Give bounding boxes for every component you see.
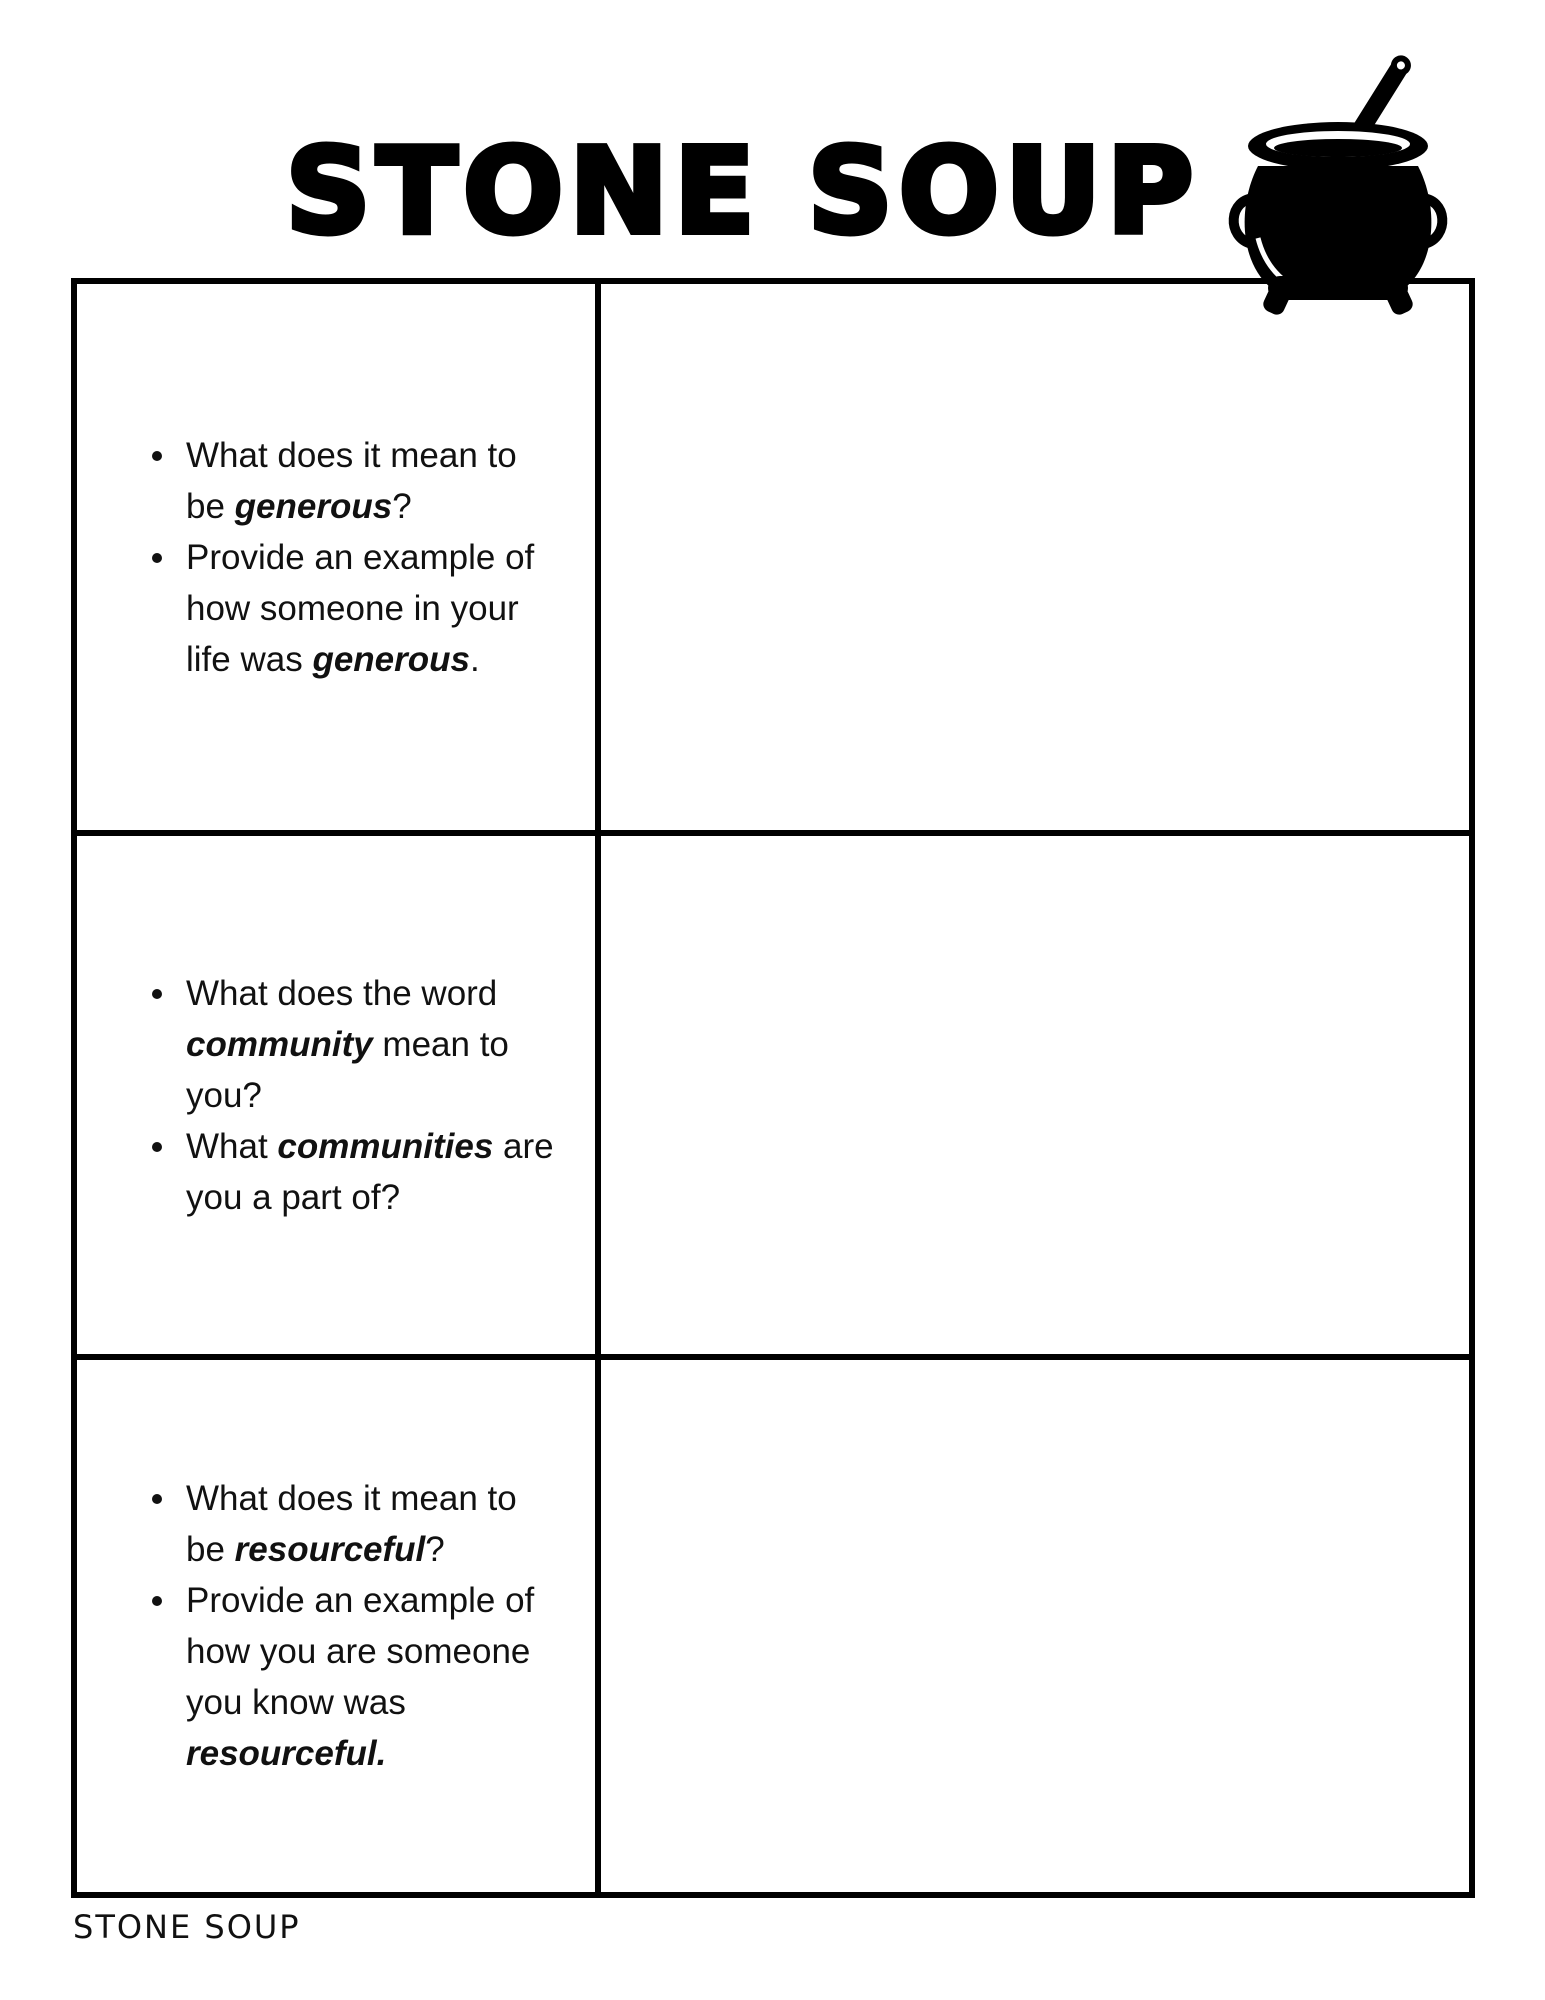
answer-area-1[interactable]: [601, 284, 1469, 836]
list-item: What communities are you a part of?: [186, 1121, 555, 1223]
list-item: Provide an example of how someone in your life was generous.: [186, 532, 555, 685]
prompt-cell-1: [77, 284, 601, 836]
prompt-list-2: [77, 968, 595, 1223]
list-item: What does it mean to be generous?: [186, 430, 555, 532]
prompt-cell-2: [77, 836, 601, 1360]
list-item: Provide an example of how you are someone you know was resourceful.: [186, 1575, 555, 1779]
answer-area-2[interactable]: [601, 836, 1469, 1360]
worksheet-grid: [71, 278, 1475, 1898]
prompt-list-3: [77, 1473, 595, 1779]
footer-label: STONE SOUP: [73, 1908, 301, 1946]
prompt-cell-3: [77, 1360, 601, 1892]
answer-area-3[interactable]: [601, 1360, 1469, 1892]
list-item: What does the word community mean to you?: [186, 968, 555, 1121]
page-title: STONE SOUP: [285, 122, 1200, 260]
prompt-list-1: [77, 430, 595, 685]
list-item: What does it mean to be resourceful?: [186, 1473, 555, 1575]
